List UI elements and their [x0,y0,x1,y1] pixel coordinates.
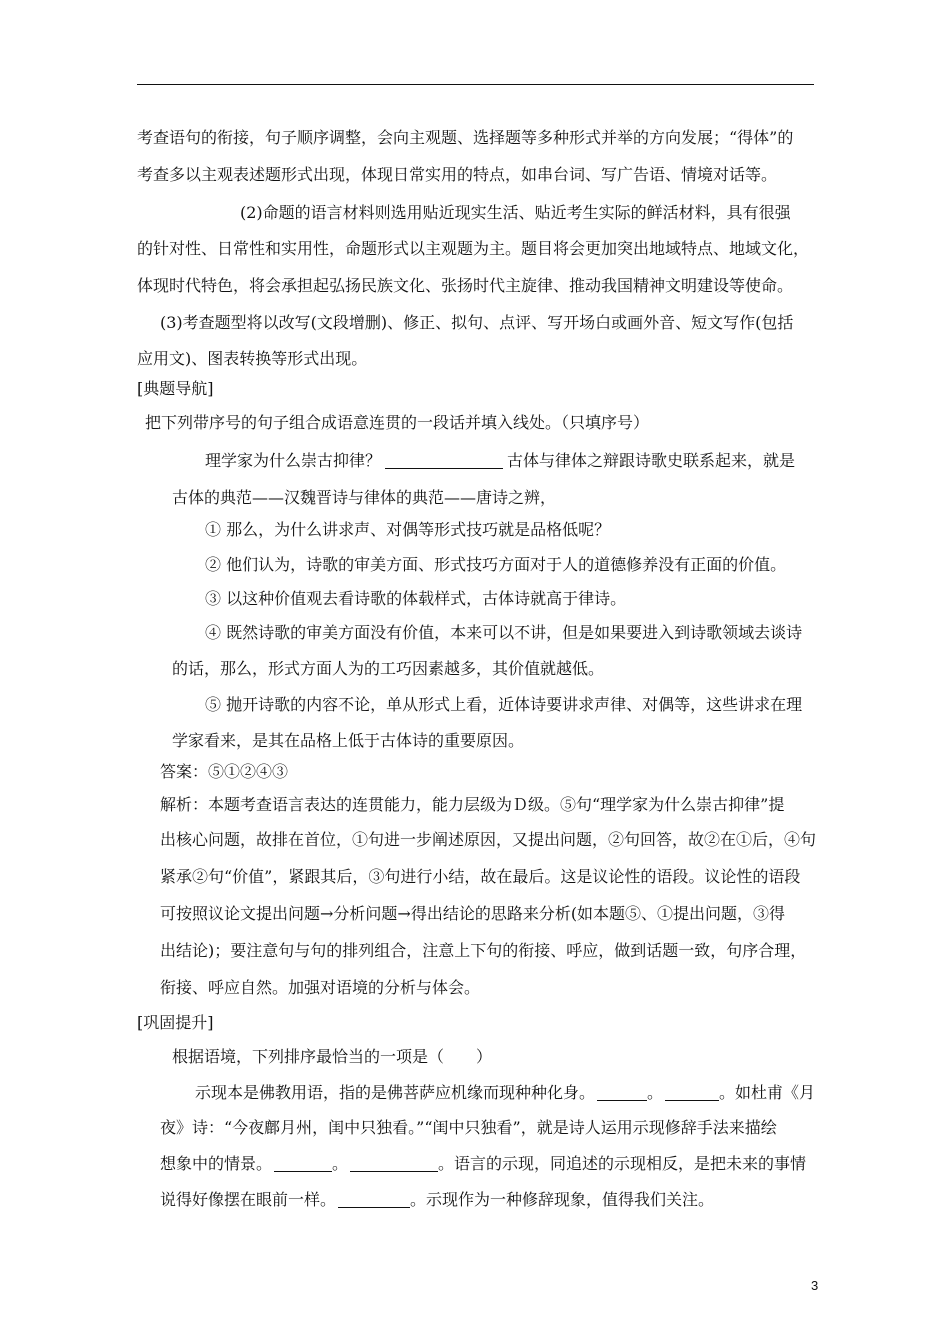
fill-blank[interactable] [385,452,503,469]
option-2: ② 他们认为，诗歌的审美方面、形式技巧方面对于人的道德修养没有正面的价值。 [205,555,787,574]
option-3: ③ 以这种价值观去看诗歌的体载样式，古体诗就高于律诗。 [205,589,627,608]
option-4-line-2: 的话，那么，形式方面人为的工巧因素越多，其价值就越低。 [172,659,605,678]
intro-line-2: 考查多以主观表述题形式出现，体现日常实用的特点，如串台词、写广告语、情境对话等。 [137,165,778,184]
context-line-3 [160,1153,806,1175]
intro-p2-line-2: 的针对性、日常性和实用性，命题形式以主观题为主。题目将会更加突出地域特点、地域文化， [137,239,810,258]
question-prompt-2: 根据语境，下列排序最恰当的一项是（ ） [172,1047,493,1066]
context-text-1c: 。如杜甫《月 [719,1083,816,1102]
answer-line: 答案：⑤①②④③ [160,762,289,781]
intro-line-1: 考查语句的衔接，句子顺序调整，会向主观题、选择题等多种形式并举的方向发展；“得体”的 [137,128,794,147]
context-line-2: 夜》诗：“今夜鄜月州，闺中只独看。”“闺中只独看”，就是诗人运用示现修辞手法来描绘 [160,1118,777,1137]
fill-blank-1[interactable] [597,1084,647,1101]
passage-line-2: 古体的典范——汉魏晋诗与律体的典范——唐诗之辨， [172,488,557,507]
analysis-line-5: 出结论)；要注意句与句的排列组合，注意上下句的衔接、呼应，做到话题一致，句序合理， [160,941,807,960]
intro-p3-line-1: (3)考查题型将以改写(文段增删)、修正、拟句、点评、写开场白或画外音、短文写作(包括 [160,313,794,332]
analysis-line-3: 紧承②句“价值”，紧跟其后，③句进行小结，故在最后。这是议论性的语段。议论性的语段 [160,867,801,886]
analysis-line-4: 可按照议论文提出问题→分析问题→得出结论的思路来分析(如本题⑤、①提出问题，③得 [160,904,786,923]
page-number: 3 [811,1278,819,1293]
context-text-3a: 想象中的情景。 [160,1154,273,1173]
context-text-3b: 。 [332,1154,349,1173]
fill-blank-2[interactable] [665,1084,719,1101]
context-text-1b: 。 [647,1083,664,1102]
fill-blank-4[interactable] [350,1155,438,1172]
analysis-line-1: 解析：本题考查语言表达的连贯能力，能力层级为Ｄ级。⑤句“理学家为什么崇古抑律”提 [160,795,785,814]
context-line-1 [195,1082,815,1104]
option-5-line-2: 学家看来，是其在品格上低于古体诗的重要原因。 [172,731,525,750]
header-rule [137,84,814,85]
passage-text-b: 古体与律体之辩跟诗歌史联系起来，就是 [507,451,796,470]
context-text-1a: 示现本是佛教用语，指的是佛菩萨应机缘而现种种化身。 [195,1083,596,1102]
fill-blank-3[interactable] [274,1155,332,1172]
context-text-3c: 。语言的示现，同追述的示现相反，是把未来的事情 [438,1154,807,1173]
analysis-line-2: 出核心问题，故排在首位，①句进一步阐述原因，又提出问题，②句回答，故②在①后，④句 [160,830,817,849]
analysis-line-6: 衔接、呼应自然。加强对语境的分析与体会。 [160,978,481,997]
fill-blank-5[interactable] [338,1191,410,1208]
question-prompt: 把下列带序号的句子组合成语意连贯的一段话并填入线处。（只填序号） [145,413,650,432]
context-text-4b: 。示现作为一种修辞现象，值得我们关注。 [410,1190,715,1209]
section-heading-gonggu: [巩固提升] [137,1013,214,1032]
option-1: ① 那么，为什么讲求声、对偶等形式技巧就是品格低呢？ [205,520,611,539]
intro-p2-line-3: 体现时代特色，将会承担起弘扬民族文化、张扬时代主旋律、推动我国精神文明建设等使命。 [137,276,794,295]
option-4-line-1: ④ 既然诗歌的审美方面没有价值，本来可以不讲，但是如果要进入到诗歌领域去谈诗 [205,623,803,642]
intro-p2-line-1: (2)命题的语言材料则选用贴近现实生活、贴近考生实际的鲜活材料，具有很强 [240,203,791,222]
passage-line-1 [205,450,795,472]
intro-p3-line-2: 应用文)、图表转换等形式出现。 [137,349,368,368]
context-line-4 [160,1189,714,1211]
option-5-line-1: ⑤ 抛开诗歌的内容不论，单从形式上看，近体诗要讲求声律、对偶等，这些讲求在理 [205,695,803,714]
passage-text-a: 理学家为什么崇古抑律？ [205,451,382,470]
section-heading-dianti: [典题导航] [137,379,214,398]
context-text-4a: 说得好像摆在眼前一样。 [160,1190,337,1209]
